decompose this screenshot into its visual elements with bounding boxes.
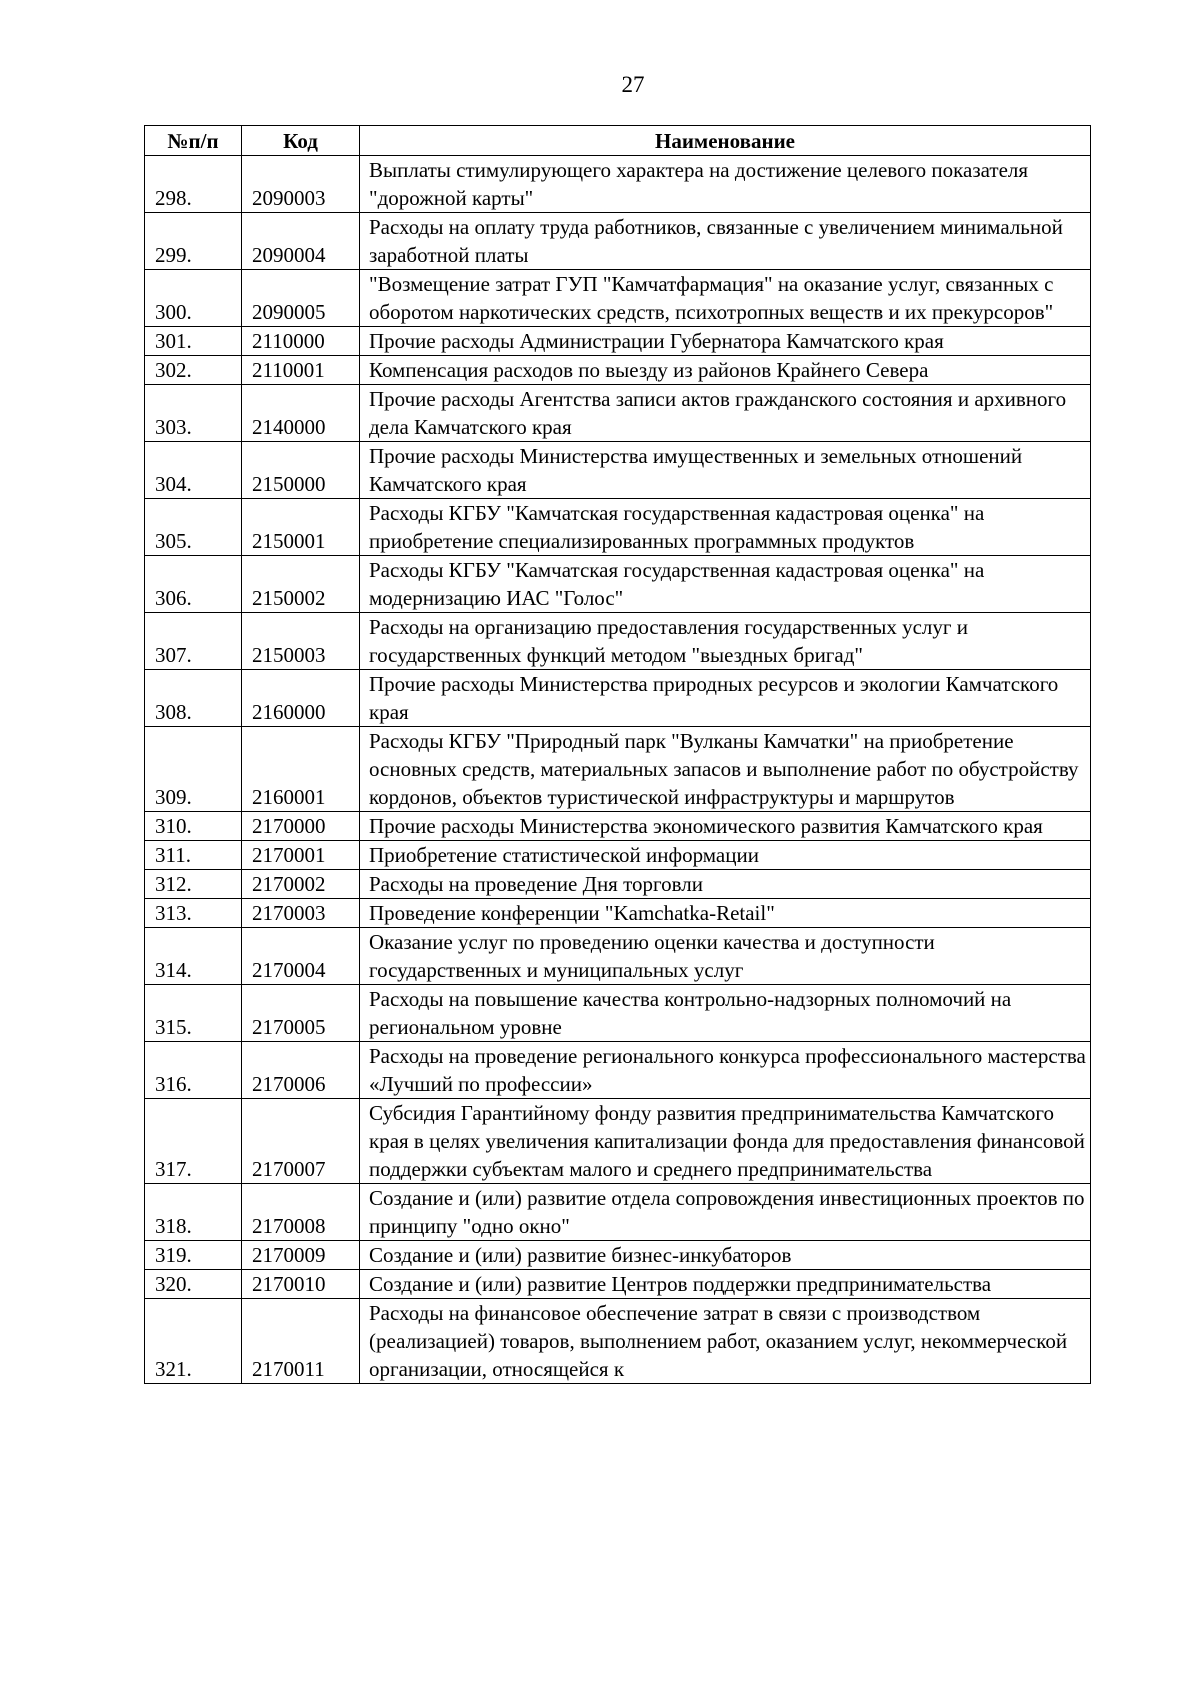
table-row bbox=[145, 270, 1091, 327]
row-code: 2170009 bbox=[242, 1241, 360, 1270]
row-name: Прочие расходы Агентства записи актов гражданского состояния и архивного дела Камчатского края bbox=[360, 385, 1091, 442]
row-code: 2160001 bbox=[242, 727, 360, 812]
row-number: 313. bbox=[145, 899, 242, 928]
row-code: 2110001 bbox=[242, 356, 360, 385]
row-name: Расходы на проведение регионального конкурса профессионального мастерства «Лучший по профессии» bbox=[360, 1042, 1091, 1099]
row-number: 311. bbox=[145, 841, 242, 870]
table-row bbox=[145, 556, 1091, 613]
row-name: Компенсация расходов по выезду из районов Крайнего Севера bbox=[360, 356, 1091, 385]
row-name: Субсидия Гарантийному фонду развития предпринимательства Камчатского края в целях увеличения капитализации фонда для предоставления финансовой поддержки субъектам малого и среднего предпринимательства bbox=[360, 1099, 1091, 1184]
row-number: 298. bbox=[145, 156, 242, 213]
row-number: 308. bbox=[145, 670, 242, 727]
row-code: 2150002 bbox=[242, 556, 360, 613]
table-row bbox=[145, 870, 1091, 899]
table-row bbox=[145, 1299, 1091, 1384]
row-name: Создание и (или) развитие бизнес-инкубаторов bbox=[360, 1241, 1091, 1270]
column-header-number: №п/п bbox=[145, 126, 242, 156]
table-row bbox=[145, 1042, 1091, 1099]
table-row bbox=[145, 841, 1091, 870]
table-row bbox=[145, 1270, 1091, 1299]
row-name: Расходы на повышение качества контрольно-надзорных полномочий на региональном уровне bbox=[360, 985, 1091, 1042]
row-number: 312. bbox=[145, 870, 242, 899]
table-row bbox=[145, 327, 1091, 356]
row-name: Приобретение статистической информации bbox=[360, 841, 1091, 870]
row-name: Прочие расходы Министерства имущественных и земельных отношений Камчатского края bbox=[360, 442, 1091, 499]
row-code: 2170001 bbox=[242, 841, 360, 870]
table-header-row bbox=[145, 126, 1091, 156]
row-number: 305. bbox=[145, 499, 242, 556]
row-number: 314. bbox=[145, 928, 242, 985]
row-code: 2170003 bbox=[242, 899, 360, 928]
row-number: 310. bbox=[145, 812, 242, 841]
row-code: 2150001 bbox=[242, 499, 360, 556]
row-number: 301. bbox=[145, 327, 242, 356]
row-code: 2170005 bbox=[242, 985, 360, 1042]
row-name: Расходы на финансовое обеспечение затрат в связи с производством (реализацией) товаров, выполнением работ, оказанием услуг, некоммерческой организации, относящейся к bbox=[360, 1299, 1091, 1384]
row-code: 2090004 bbox=[242, 213, 360, 270]
column-header-name: Наименование bbox=[360, 126, 1091, 156]
row-name: Расходы на оплату труда работников, связанные с увеличением минимальной заработной платы bbox=[360, 213, 1091, 270]
table-row bbox=[145, 1184, 1091, 1241]
table-row bbox=[145, 356, 1091, 385]
table-row bbox=[145, 727, 1091, 812]
row-number: 317. bbox=[145, 1099, 242, 1184]
row-name: Создание и (или) развитие отдела сопровождения инвестиционных проектов по принципу "одно окно" bbox=[360, 1184, 1091, 1241]
row-code: 2090005 bbox=[242, 270, 360, 327]
table-row bbox=[145, 442, 1091, 499]
row-code: 2170000 bbox=[242, 812, 360, 841]
row-name: Прочие расходы Министерства экономического развития Камчатского края bbox=[360, 812, 1091, 841]
row-number: 304. bbox=[145, 442, 242, 499]
row-name: Расходы КГБУ "Камчатская государственная кадастровая оценка" на модернизацию ИАС "Голос" bbox=[360, 556, 1091, 613]
row-name: Прочие расходы Администрации Губернатора Камчатского края bbox=[360, 327, 1091, 356]
row-code: 2150000 bbox=[242, 442, 360, 499]
row-number: 316. bbox=[145, 1042, 242, 1099]
row-code: 2170002 bbox=[242, 870, 360, 899]
row-number: 320. bbox=[145, 1270, 242, 1299]
row-number: 303. bbox=[145, 385, 242, 442]
row-name: Расходы КГБУ "Камчатская государственная кадастровая оценка" на приобретение специализированных программных продуктов bbox=[360, 499, 1091, 556]
row-number: 299. bbox=[145, 213, 242, 270]
row-name: Проведение конференции "Kamchatka-Retail" bbox=[360, 899, 1091, 928]
table-row bbox=[145, 899, 1091, 928]
row-name: Расходы на проведение Дня торговли bbox=[360, 870, 1091, 899]
row-number: 318. bbox=[145, 1184, 242, 1241]
row-code: 2170010 bbox=[242, 1270, 360, 1299]
row-code: 2170007 bbox=[242, 1099, 360, 1184]
row-number: 319. bbox=[145, 1241, 242, 1270]
table-row bbox=[145, 213, 1091, 270]
row-code: 2170008 bbox=[242, 1184, 360, 1241]
row-number: 309. bbox=[145, 727, 242, 812]
table-row bbox=[145, 1241, 1091, 1270]
row-code: 2090003 bbox=[242, 156, 360, 213]
row-code: 2160000 bbox=[242, 670, 360, 727]
row-number: 302. bbox=[145, 356, 242, 385]
table-row bbox=[145, 812, 1091, 841]
row-name: Расходы КГБУ "Природный парк "Вулканы Камчатки" на приобретение основных средств, материальных запасов и выполнение работ по обустройству кордонов, объектов туристической инфраструктуры и маршрутов bbox=[360, 727, 1091, 812]
row-name: Прочие расходы Министерства природных ресурсов и экологии Камчатского края bbox=[360, 670, 1091, 727]
table-row bbox=[145, 1099, 1091, 1184]
row-code: 2170006 bbox=[242, 1042, 360, 1099]
row-number: 307. bbox=[145, 613, 242, 670]
table-row bbox=[145, 156, 1091, 213]
budget-codes-table bbox=[144, 125, 1091, 1384]
row-name: Создание и (или) развитие Центров поддержки предпринимательства bbox=[360, 1270, 1091, 1299]
row-name: "Возмещение затрат ГУП "Камчатфармация" на оказание услуг, связанных с оборотом наркотических средств, психотропных веществ и их прекурсоров" bbox=[360, 270, 1091, 327]
row-name: Расходы на организацию предоставления государственных услуг и государственных функций методом "выездных бригад" bbox=[360, 613, 1091, 670]
row-code: 2170004 bbox=[242, 928, 360, 985]
table-row bbox=[145, 613, 1091, 670]
row-name: Выплаты стимулирующего характера на достижение целевого показателя "дорожной карты" bbox=[360, 156, 1091, 213]
row-code: 2150003 bbox=[242, 613, 360, 670]
row-number: 321. bbox=[145, 1299, 242, 1384]
row-code: 2170011 bbox=[242, 1299, 360, 1384]
row-number: 315. bbox=[145, 985, 242, 1042]
row-number: 306. bbox=[145, 556, 242, 613]
page-number: 27 bbox=[621, 72, 645, 97]
row-number: 300. bbox=[145, 270, 242, 327]
table-row bbox=[145, 928, 1091, 985]
table-row bbox=[145, 985, 1091, 1042]
row-code: 2140000 bbox=[242, 385, 360, 442]
table-row bbox=[145, 499, 1091, 556]
table-row bbox=[145, 385, 1091, 442]
row-name: Оказание услуг по проведению оценки качества и доступности государственных и муниципальных услуг bbox=[360, 928, 1091, 985]
table-row bbox=[145, 670, 1091, 727]
column-header-code: Код bbox=[242, 126, 360, 156]
row-code: 2110000 bbox=[242, 327, 360, 356]
